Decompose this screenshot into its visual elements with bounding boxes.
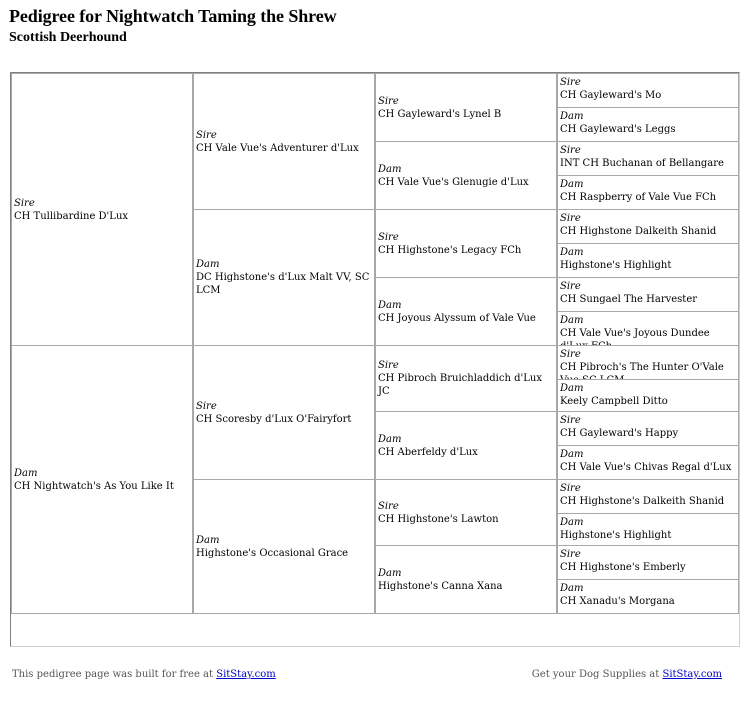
parent-role-label: Sire [560, 349, 581, 360]
parent-role-label: Sire [560, 77, 581, 88]
pedigree-cell-gen4 [557, 141, 739, 176]
parent-role-label: Dam [560, 179, 584, 190]
pedigree-cell-gen2 [193, 73, 375, 210]
pedigree-cell-gen4 [557, 545, 739, 580]
pedigree-cell-gen4 [557, 175, 739, 210]
dog-name: CH Gayleward's Leggs [560, 124, 676, 135]
dog-name: CH Vale Vue's Chivas Regal d'Lux [560, 462, 732, 473]
pedigree-cell-gen4 [557, 277, 739, 312]
pedigree-cell-gen3 [375, 141, 557, 210]
pedigree-cell-gen3 [375, 411, 557, 480]
pedigree-cell-gen3 [375, 545, 557, 614]
pedigree-cell-gen1 [11, 345, 193, 614]
pedigree-cell-gen4 [557, 243, 739, 278]
parent-role-label: Dam [560, 583, 584, 594]
parent-role-label: Dam [378, 299, 402, 311]
pedigree-cell-gen4 [557, 479, 739, 514]
dog-name: CH Gayleward's Mo [560, 90, 662, 101]
dog-name: CH Vale Vue's Glenugie d'Lux [378, 176, 529, 188]
dog-name: CH Highstone Dalkeith Shanid [560, 226, 717, 237]
parent-role-label: Sire [196, 129, 217, 141]
dog-name: CH Joyous Alyssum of Vale Vue [378, 312, 536, 324]
dog-name: CH Gayleward's Lynel B [378, 108, 502, 120]
pedigree-cell-gen2 [193, 209, 375, 346]
parent-role-label: Dam [378, 163, 402, 175]
dog-name: DC Highstone's d'Lux Malt VV, SC LCM [196, 272, 370, 296]
dog-name: CH Xanadu's Morgana [560, 596, 675, 607]
parent-role-label: Dam [196, 534, 220, 546]
parent-role-label: Sire [378, 500, 399, 512]
dog-name: CH Vale Vue's Joyous Dundee [560, 328, 710, 339]
pedigree-cell-gen4 [557, 579, 739, 614]
dog-name: CH Highstone's Emberly [560, 562, 686, 573]
dog-name: CH Aberfeldy d'Lux [378, 446, 478, 458]
pedigree-cell-gen3 [375, 73, 557, 142]
dog-name: CH Pibroch's The Hunter O'Vale [560, 362, 724, 373]
parent-role-label: Dam [196, 259, 220, 270]
pedigree-cell-gen4 [557, 311, 739, 346]
parent-role-label: Sire [14, 197, 35, 209]
parent-role-label: Sire [196, 400, 217, 412]
pedigree-cell-gen4 [557, 445, 739, 480]
page-title: Pedigree for Nightwatch Taming the Shrew [9, 6, 337, 26]
pedigree-cell-gen4 [557, 345, 739, 380]
dog-name: CH Highstone's Lawton [378, 513, 499, 525]
dog-name: CH Nightwatch's As You Like It [14, 480, 174, 492]
pedigree-cell-gen3 [375, 479, 557, 546]
parent-role-label: Dam [560, 247, 584, 258]
parent-role-label: Dam [560, 449, 584, 460]
pedigree-cell-gen4 [557, 411, 739, 446]
parent-role-label: Sire [560, 213, 581, 224]
parent-role-label: Sire [560, 145, 581, 156]
dog-name: Highstone's Highlight [560, 260, 672, 271]
pedigree-cell-gen2 [193, 479, 375, 614]
footer-right-text: Get your Dog Supplies at [531, 669, 660, 680]
parent-role-label: Dam [560, 383, 584, 394]
pedigree-cell-gen1 [11, 73, 193, 346]
dog-name: CH Vale Vue's Adventurer d'Lux [196, 142, 359, 154]
pedigree-table [10, 72, 740, 647]
dog-name: Highstone's Occasional Grace [196, 547, 349, 559]
dog-name: CH Tullibardine D'Lux [14, 210, 129, 222]
dog-name: CH Raspberry of Vale Vue FCh [560, 192, 717, 203]
footer-left-text: This pedigree page was built for free at [12, 669, 214, 680]
pedigree-cell-gen4 [557, 73, 739, 108]
footer-right-link[interactable]: SitStay.com [662, 669, 722, 680]
pedigree-cell-gen3 [375, 345, 557, 412]
parent-role-label: Dam [378, 567, 402, 579]
dog-name: INT CH Buchanan of Bellangare [560, 158, 724, 169]
dog-name: Keely Campbell Ditto [560, 396, 668, 407]
parent-role-label: Sire [560, 281, 581, 292]
dog-name: Highstone's Highlight [560, 530, 672, 541]
parent-role-label: Dam [378, 433, 402, 445]
parent-role-label: Sire [560, 549, 581, 560]
footer-left [12, 669, 276, 680]
dog-name: Highstone's Canna Xana [378, 580, 503, 592]
pedigree-cell-gen4 [557, 209, 739, 244]
pedigree-cell-gen3 [375, 277, 557, 346]
parent-role-label: Sire [560, 483, 581, 494]
parent-role-label: Dam [560, 517, 584, 528]
dog-name: CH Highstone's Legacy FCh [378, 244, 522, 256]
breed-subtitle: Scottish Deerhound [9, 30, 127, 45]
dog-name: CH Scoresby d'Lux O'Fairyfort [196, 413, 352, 425]
pedigree-cell-gen3 [375, 209, 557, 278]
pedigree-cell-gen4 [557, 513, 739, 546]
parent-role-label: Sire [560, 415, 581, 426]
parent-role-label: Sire [378, 95, 399, 107]
dog-name: CH Pibroch Bruichladdich d'Lux JC [378, 373, 542, 397]
pedigree-cell-gen2 [193, 345, 375, 480]
dog-name: CH Sungael The Harvester [560, 294, 698, 305]
dog-name: CH Gayleward's Happy [560, 428, 679, 439]
parent-role-label: Dam [560, 315, 584, 326]
dog-name: CH Highstone's Dalkeith Shanid [560, 496, 725, 507]
parent-role-label: Dam [560, 111, 584, 122]
pedigree-cell-gen4 [557, 107, 739, 142]
parent-role-label: Dam [14, 467, 38, 479]
parent-role-label: Sire [378, 231, 399, 243]
pedigree-cell-gen4 [557, 379, 739, 412]
parent-role-label: Sire [378, 360, 399, 371]
footer-left-link[interactable]: SitStay.com [216, 669, 276, 680]
footer-right [532, 669, 722, 680]
